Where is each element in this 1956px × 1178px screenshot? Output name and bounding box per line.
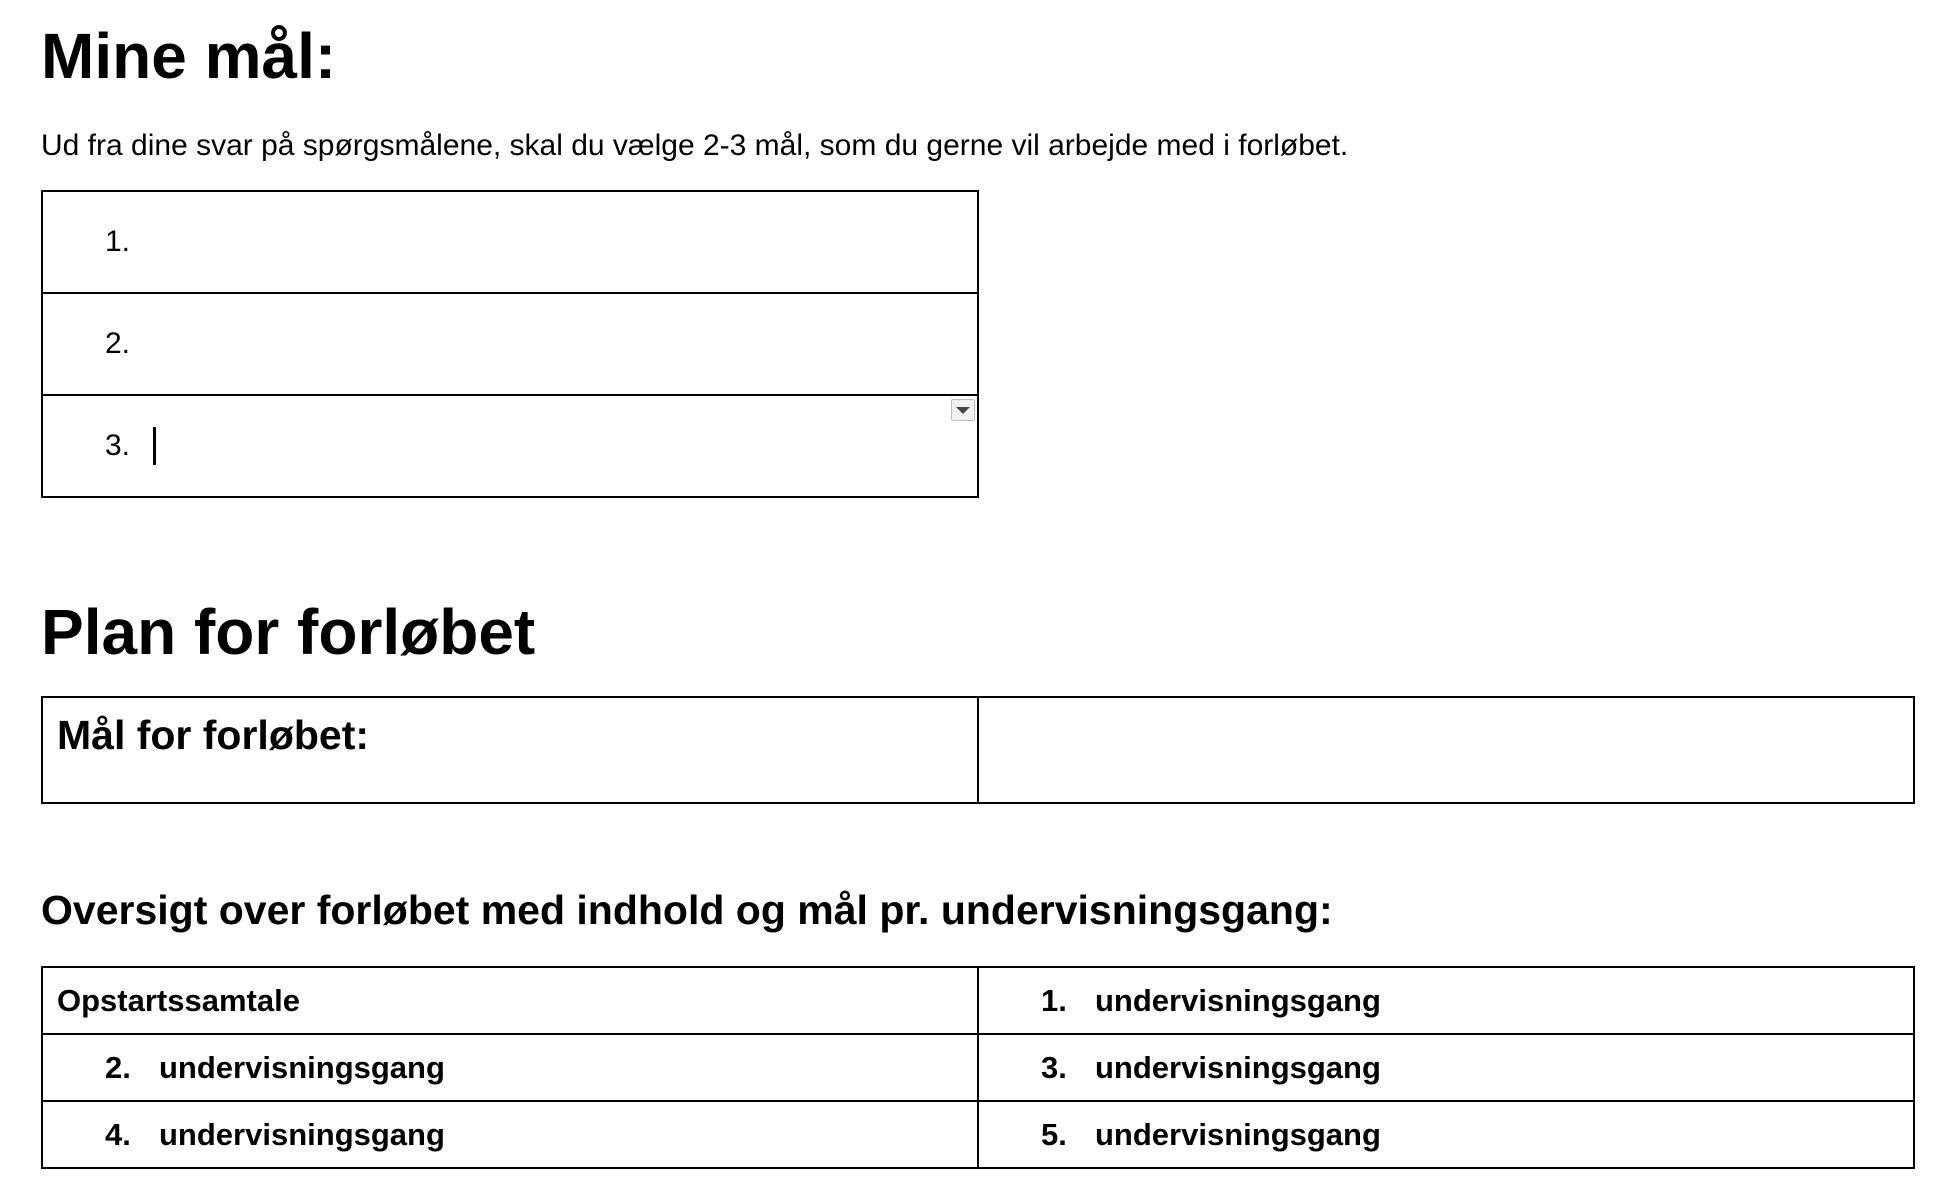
goals-table: [41, 190, 979, 498]
overview-cell-label: undervisningsgang: [1095, 1049, 1381, 1085]
overview-cell-number: 2.: [105, 1049, 131, 1085]
overview-row-2: [42, 1034, 1914, 1101]
plan-label-cell[interactable]: [42, 697, 978, 803]
overview-cell-number: 5.: [1041, 1116, 1067, 1152]
overview-cell-label: undervisningsgang: [1095, 1116, 1381, 1152]
overview-cell-number: 1.: [1041, 982, 1067, 1018]
plan-row: [42, 697, 1914, 803]
overview-cell-session-1[interactable]: [978, 967, 1914, 1034]
plan-goal-label: Mål for forløbet:: [57, 712, 370, 758]
overview-cell-number: 3.: [1041, 1049, 1067, 1085]
goal-row-3: [42, 395, 978, 497]
goals-intro-text: Ud fra dine svar på spørgsmålene, skal du vælge 2-3 mål, som du gerne vil arbejde med i forløbet.: [41, 129, 1349, 162]
overview-row-3: [42, 1101, 1914, 1168]
overview-cell-label: Opstartssamtale: [57, 982, 300, 1018]
goal-number-3: 3.: [105, 429, 131, 462]
overview-cell-session-3[interactable]: [978, 1034, 1914, 1101]
goal-input-1[interactable]: [149, 225, 909, 259]
overview-table: [41, 966, 1915, 1169]
goals-heading: Mine mål:: [41, 20, 337, 92]
overview-heading: Oversigt over forløbet med indhold og mål pr. undervisningsgang:: [41, 887, 1333, 933]
overview-cell-session-2[interactable]: [42, 1034, 978, 1101]
goal-number-2: 2.: [105, 327, 131, 360]
goal-cell-1[interactable]: [42, 191, 978, 293]
overview-cell-number: 4.: [105, 1116, 131, 1152]
goal-number-1: 1.: [105, 225, 131, 258]
goal-cell-2[interactable]: [42, 293, 978, 395]
overview-row-1: [42, 967, 1914, 1034]
chevron-down-icon[interactable]: [951, 399, 975, 421]
text-cursor: [153, 427, 156, 465]
overview-cell-session-4[interactable]: [42, 1101, 978, 1168]
plan-table: [41, 696, 1915, 804]
goal-row-2: [42, 293, 978, 395]
overview-cell-label: undervisningsgang: [1095, 982, 1381, 1018]
overview-cell-label: undervisningsgang: [159, 1049, 445, 1085]
overview-cell-label: undervisningsgang: [159, 1116, 445, 1152]
goal-cell-3[interactable]: [42, 395, 978, 497]
plan-heading: Plan for forløbet: [41, 596, 536, 668]
goal-row-1: [42, 191, 978, 293]
goal-input-2[interactable]: [149, 327, 909, 361]
plan-value-cell[interactable]: [978, 697, 1914, 803]
overview-cell-session-5[interactable]: [978, 1101, 1914, 1168]
overview-cell-opstartssamtale[interactable]: [42, 967, 978, 1034]
